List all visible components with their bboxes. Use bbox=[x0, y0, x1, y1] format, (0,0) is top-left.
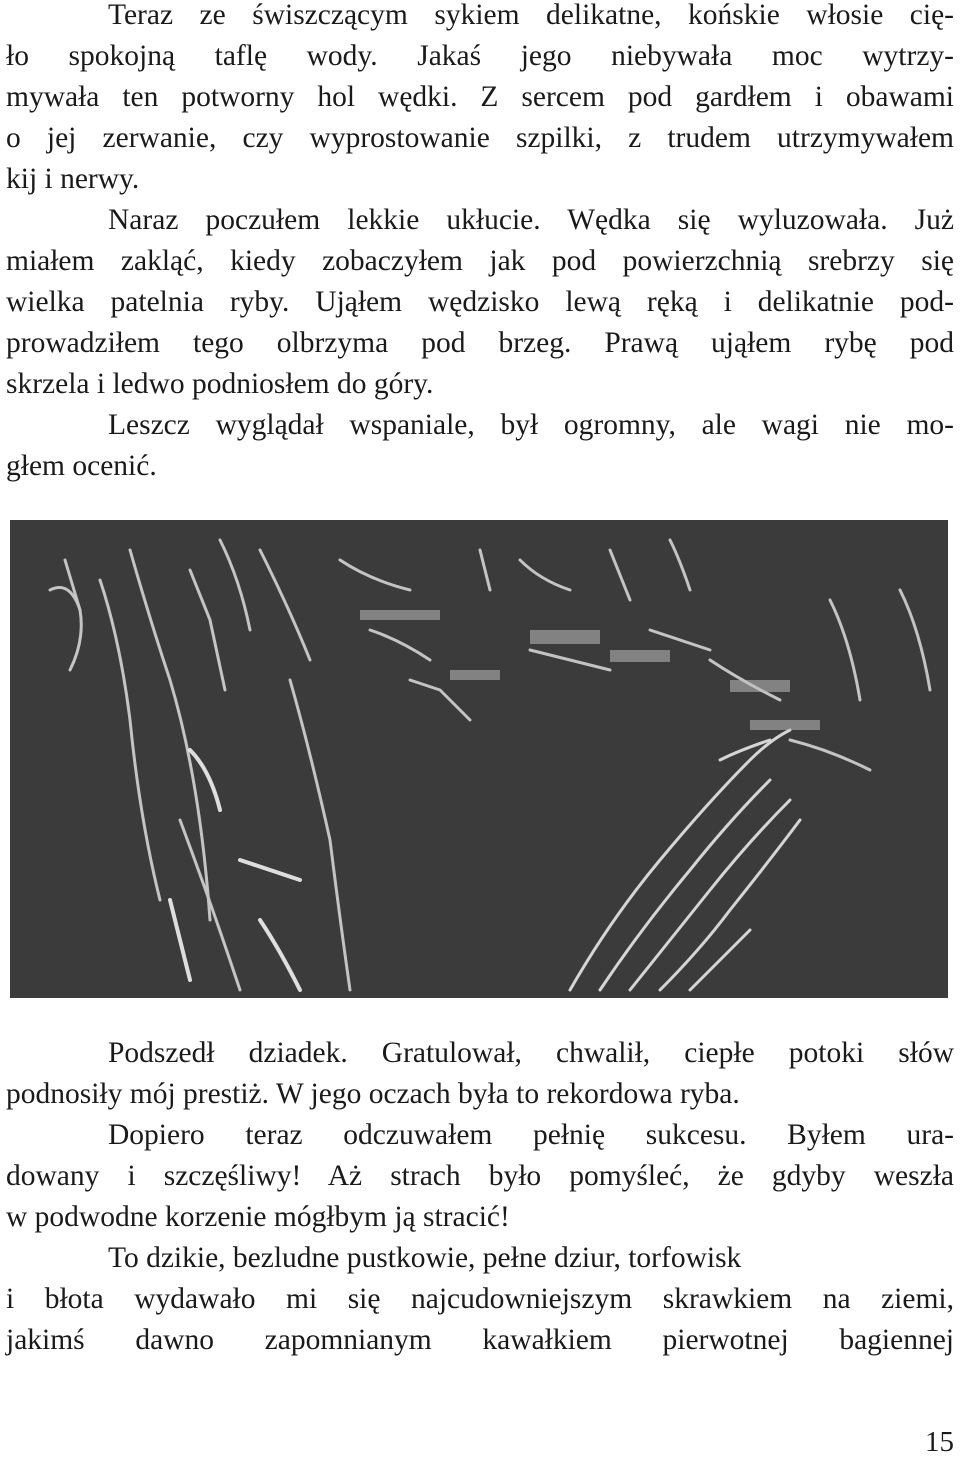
text-line: ło spokojną taflę wody. Jakaś jego niebywała moc wytrzy- bbox=[6, 40, 954, 72]
text-line: Podszedł dziadek. Gratulował, chwalił, ciepłe potoki słów bbox=[108, 1037, 954, 1069]
text-line: głem ocenić. bbox=[6, 450, 157, 482]
text-line: To dzikie, bezludne pustkowie, pełne dziur, torfowisk bbox=[108, 1242, 742, 1274]
text-line: Dopiero teraz odczuwałem pełnię sukcesu. Byłem ura- bbox=[108, 1119, 954, 1151]
text-line: Leszcz wyglądał wspaniale, był ogromny, ale wagi nie mo- bbox=[108, 409, 954, 441]
text-line: podnosiły mój prestiż. W jego oczach była to rekordowa ryba. bbox=[6, 1078, 740, 1110]
text-line: w podwodne korzenie mógłbym ją stracić! bbox=[6, 1201, 510, 1233]
text-line: Teraz ze świszczącym sykiem delikatne, końskie włosie cię- bbox=[108, 0, 954, 31]
text-line: o jej zerwanie, czy wyprostowanie szpilki, z trudem utrzymywałem bbox=[6, 122, 954, 154]
text-line: Naraz poczułem lekkie ukłucie. Wędka się wyluzowała. Już bbox=[108, 204, 954, 236]
text-line: wielka patelnia ryby. Ująłem wędzisko lewą ręką i delikatnie pod- bbox=[6, 286, 954, 318]
text-line: jakimś dawno zapomnianym kawałkiem pierwotnej bagiennej bbox=[6, 1324, 954, 1356]
reeds-illustration bbox=[10, 520, 948, 998]
text-line: kij i nerwy. bbox=[6, 163, 140, 195]
text-line: i błota wydawało mi się najcudowniejszym skrawkiem na ziemi, bbox=[6, 1283, 954, 1315]
text-line: dowany i szczęśliwy! Aż strach było pomyśleć, że gdyby weszła bbox=[6, 1160, 954, 1192]
text-line: mywała ten potworny hol wędki. Z sercem pod gardłem i obawami bbox=[6, 81, 954, 113]
text-line: skrzela i ledwo podniosłem do góry. bbox=[6, 368, 434, 400]
text-line: miałem zakląć, kiedy zobaczyłem jak pod powierzchnią srebrzy się bbox=[6, 245, 954, 277]
text-line: prowadziłem tego olbrzyma pod brzeg. Prawą ująłem rybę pod bbox=[6, 327, 954, 359]
page-number: 15 bbox=[925, 1426, 954, 1458]
reeds-drawing bbox=[10, 520, 948, 998]
